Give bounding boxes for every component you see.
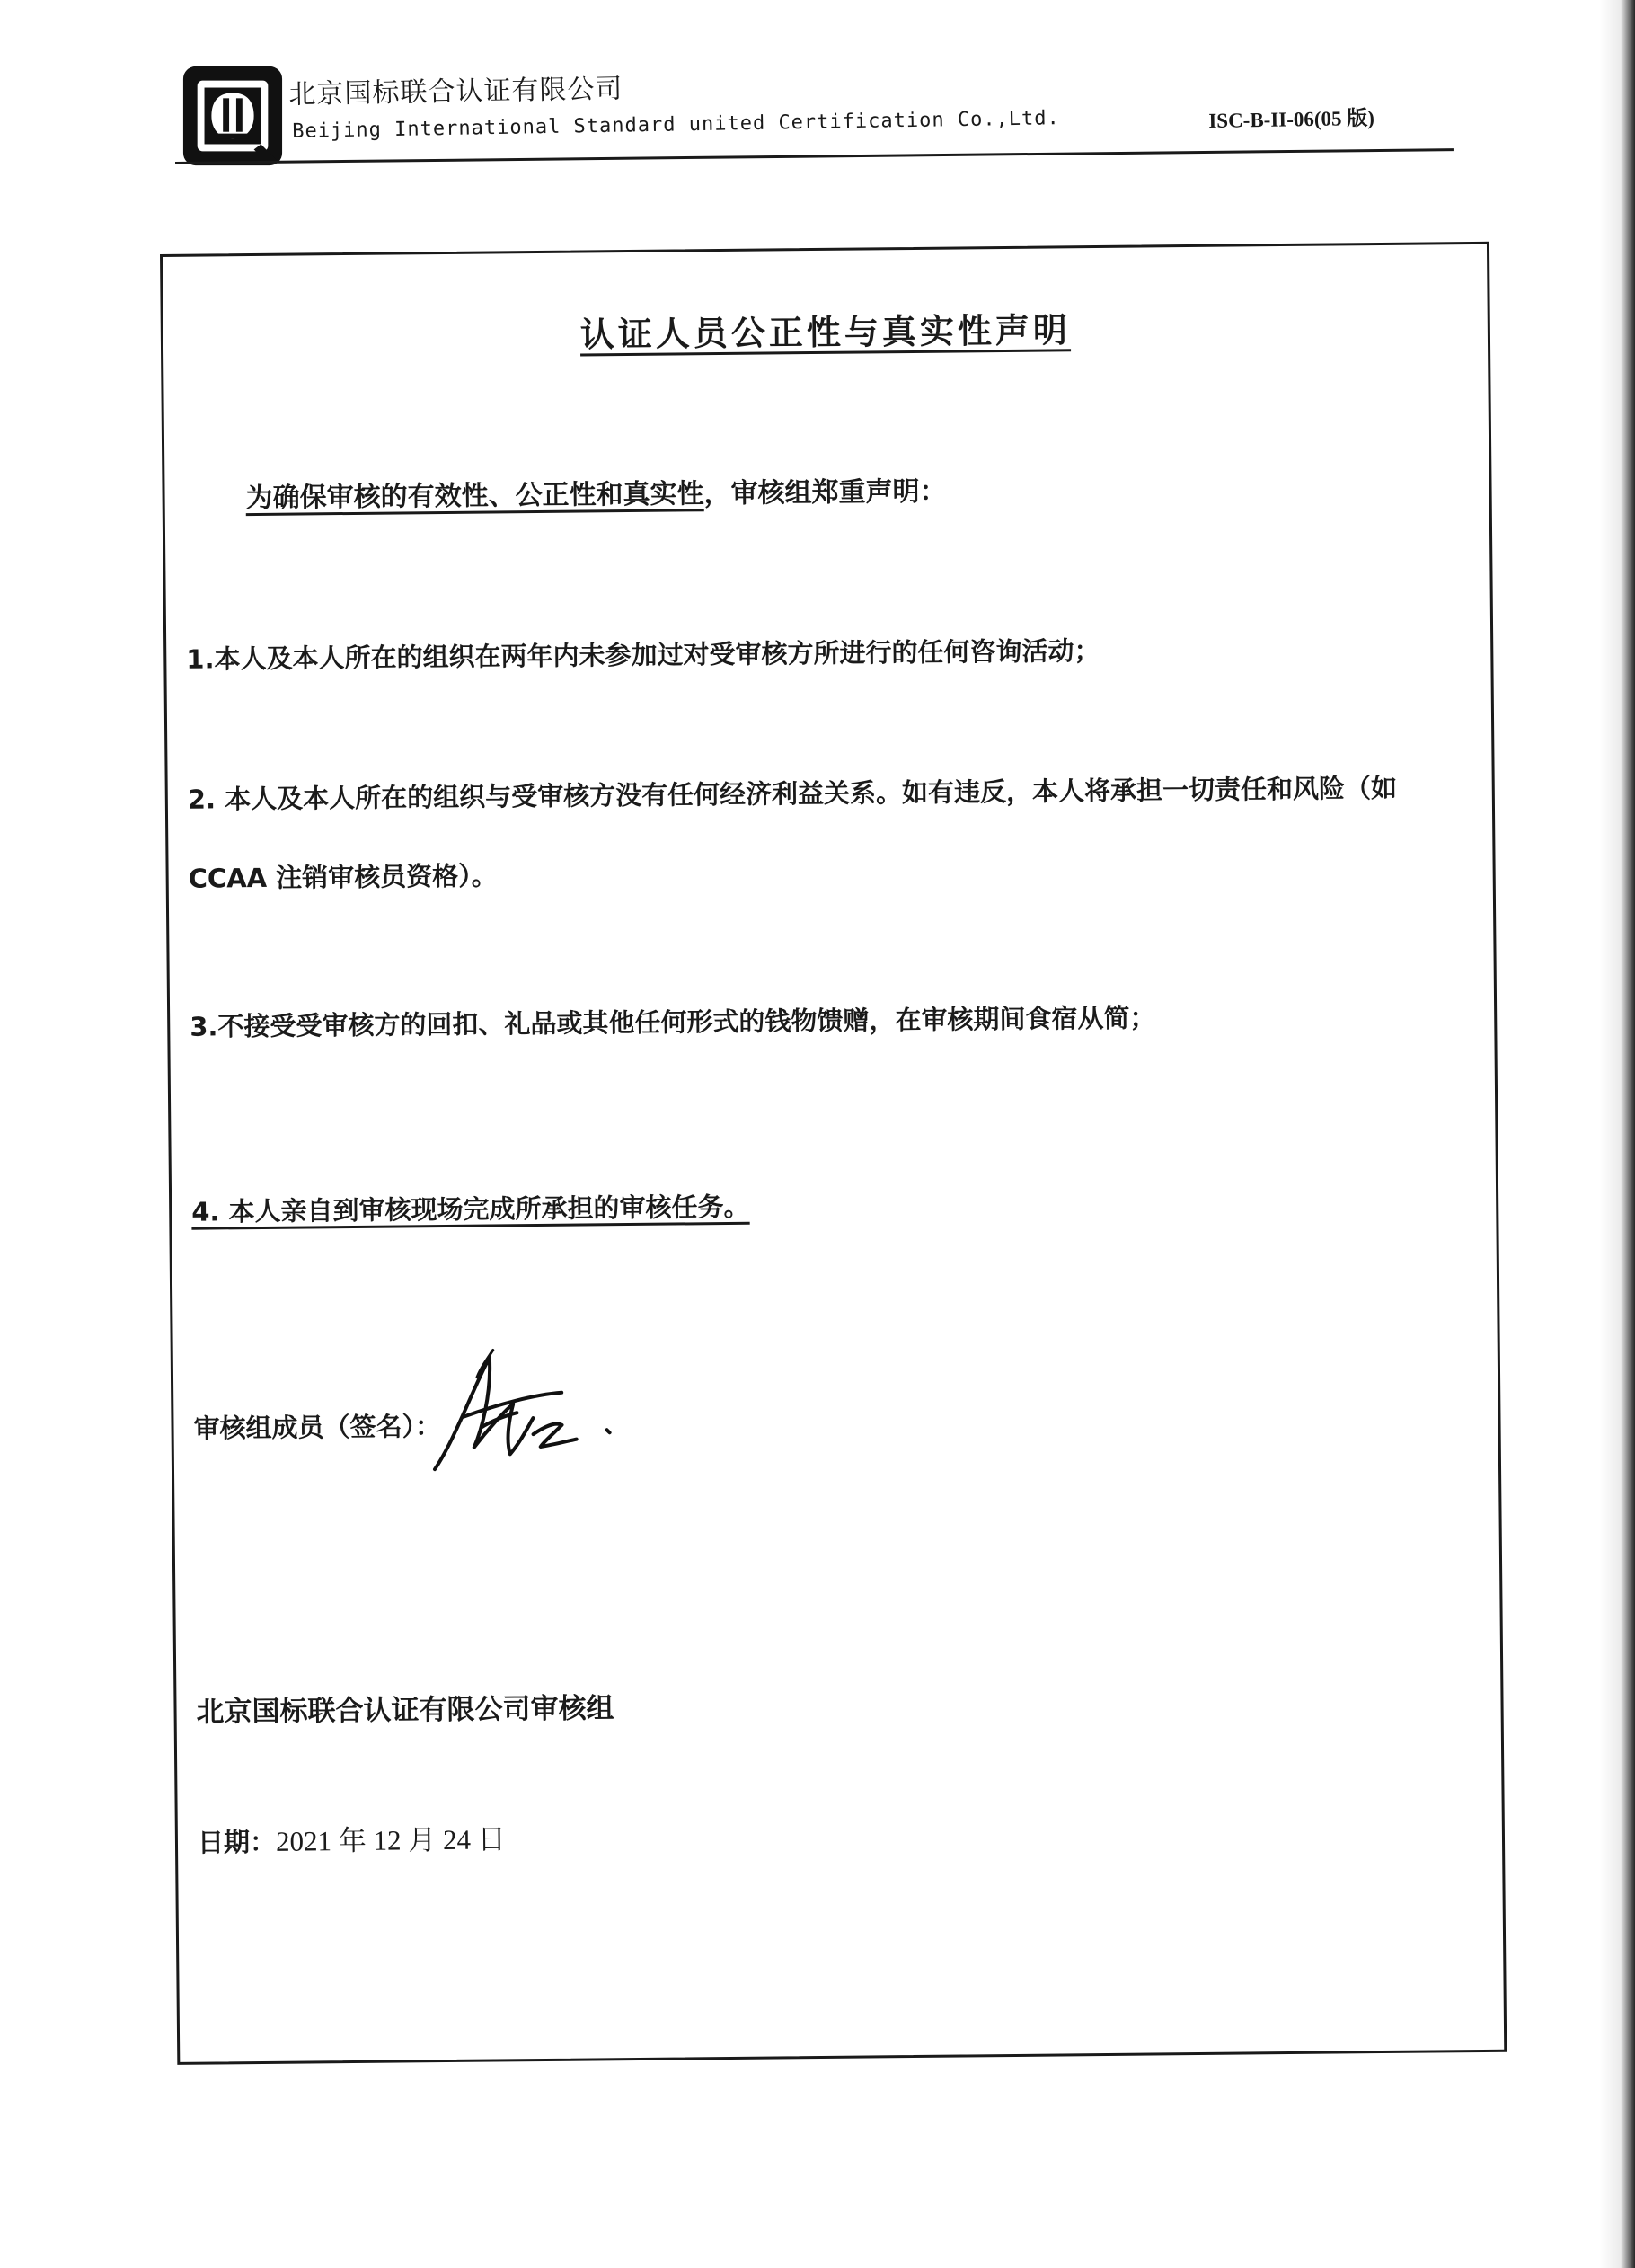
- intro-underlined-text: 为确保审核的有效性、公正性和真实性: [245, 478, 704, 515]
- company-name-cn: 北京国标联合认证有限公司: [288, 73, 623, 111]
- declaration-item-1: 1.本人及本人所在的组织在两年内未参加过对受审核方所进行的任何咨询活动；: [186, 634, 1100, 675]
- declaration-frame: [160, 242, 1507, 2065]
- declaration-item-3: 3.不接受受审核方的回扣、礼品或其他任何形式的钱物馈赠，在审核期间食宿从简；: [190, 1002, 1156, 1042]
- declaration-item-2: 2. 本人及本人所在的组织与受审核方没有任何经济利益关系。如有违反，本人将承担一切责任和风险（如 CCAA 注销审核员资格）。: [187, 772, 1398, 894]
- intro-rest-text: ，审核组郑重声明：: [703, 475, 947, 510]
- declaration-item-4-text: 4. 本人亲自到审核现场完成所承担的审核任务。: [191, 1191, 750, 1227]
- handwritten-signature-icon: [427, 1340, 616, 1476]
- date-field: [198, 1816, 506, 1859]
- letterhead: [175, 56, 1451, 190]
- date-label: 日期：: [197, 1826, 277, 1858]
- company-name-en: Beijing International Standard united Certification Co.,Ltd.: [292, 107, 1061, 143]
- signature-label: 审核组成员（签名）：: [193, 1411, 442, 1444]
- auditor-organization: 北京国标联合认证有限公司审核组: [196, 1692, 614, 1729]
- page-edge-shadow: [1599, 0, 1635, 2268]
- document-code: ISC-B-II-06(05 版): [1208, 106, 1375, 132]
- page-title-text: 认证人员公正性与真实性声明: [579, 310, 1072, 355]
- declaration-item-4: [191, 1160, 1477, 1252]
- isc-logo-icon: [180, 63, 286, 169]
- page-title: [164, 298, 1488, 360]
- date-value: 2021 年 12 月 24 日: [275, 1823, 506, 1857]
- intro-statement: [245, 469, 946, 515]
- header-divider: [175, 148, 1454, 164]
